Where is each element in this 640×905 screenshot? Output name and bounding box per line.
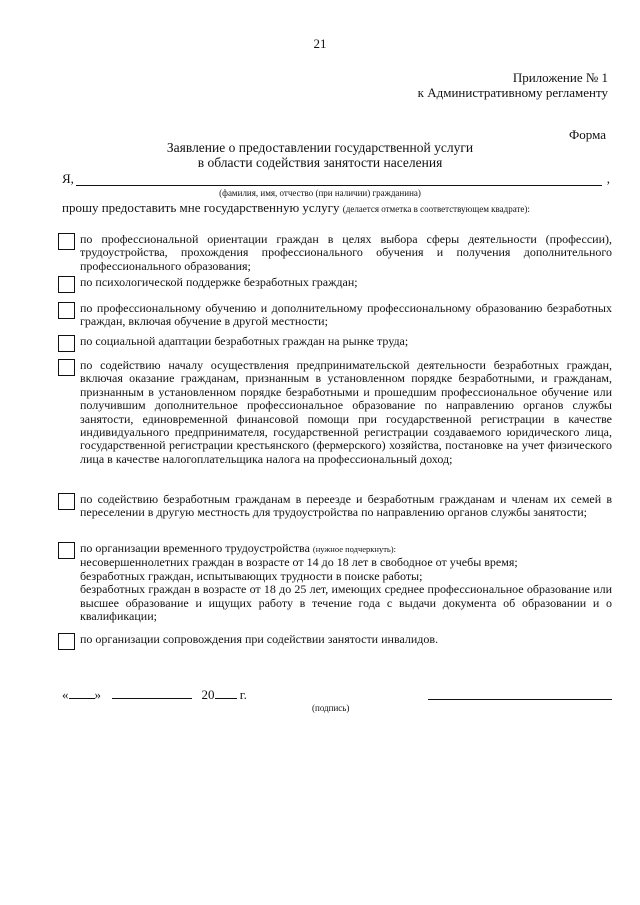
option-7-sub-3[interactable]: безработных граждан в возрасте от 18 до 25 лет, имеющих среднее профессиональное образование или высшее образование и ищущих работу в течение года с выдачи документа об образовании и о квалификации; — [80, 582, 612, 624]
date-open-quote: « — [62, 687, 69, 702]
option-item-4 — [58, 335, 612, 351]
option-text-5: по содействию началу осуществления предпринимательской деятельности безработных граждан, включая оказание гражданам, признанным в установленном порядке безработными, и гражданам, признанным в установленном порядке безработными и прошедшим профессиональное обучение или получившим дополнительное профессиональное образование по направлению органов службы занятости, единовременной финансовой помощи при государственной регистрации в качестве индивидуального предпринимателя, государственной регистрации создаваемого юридического лица, государственной регистрации крестьянского (фермерского) хозяйства, постановке на учет физического лица в качестве налогоплательщика налога на профессиональный доход; — [80, 358, 612, 466]
option-item-7 — [58, 542, 612, 630]
signature-field[interactable] — [428, 699, 612, 700]
option-text-4: по социальной адаптации безработных граждан на рынке труда; — [80, 334, 409, 348]
option-7-main — [80, 542, 612, 556]
applicant-name-row — [62, 171, 610, 187]
date-year-field[interactable] — [215, 686, 237, 699]
option-item-5 — [58, 359, 612, 491]
date-month-field[interactable] — [112, 686, 192, 699]
applicant-comma: , — [606, 171, 610, 186]
option-text-7 — [80, 542, 612, 623]
option-checkbox-1[interactable] — [58, 233, 75, 250]
appendix-line1: Приложение № 1 — [512, 70, 608, 85]
form-label: Форма — [569, 127, 606, 142]
date-line — [62, 686, 247, 703]
option-text-8: по организации сопровождения при содействии занятости инвалидов. — [80, 632, 439, 646]
title-line2: в области содействия занятости населения — [197, 155, 443, 170]
option-checkbox-3[interactable] — [58, 302, 75, 319]
date-year-prefix: 20 — [201, 687, 215, 702]
option-item-2 — [58, 276, 612, 292]
date-day-field[interactable] — [69, 686, 95, 699]
option-item-6 — [58, 493, 612, 537]
option-item-3 — [58, 302, 612, 332]
option-item-1 — [58, 233, 612, 275]
option-checkbox-6[interactable] — [58, 493, 75, 510]
option-checkbox-4[interactable] — [58, 335, 75, 352]
date-year-suffix: г. — [239, 687, 247, 702]
signature-label: (подпись) — [312, 703, 350, 713]
appendix-header — [418, 70, 608, 100]
option-7-note: (нужное подчеркнуть): — [312, 544, 396, 554]
option-checkbox-8[interactable] — [58, 633, 75, 650]
option-text-2: по психологической поддержке безработных граждан; — [80, 275, 358, 289]
title-line1: Заявление о предоставлении государственной услуги — [166, 140, 474, 155]
option-text-6: по содействию безработным гражданам в переезде и безработным гражданам и членам их семей в переселении в другую местность для трудоустройства по направлению органов службы занятости; — [80, 492, 612, 520]
option-checkbox-7[interactable] — [58, 542, 75, 559]
option-checkbox-5[interactable] — [58, 359, 75, 376]
request-main-text: прошу предоставить мне государственную услугу — [62, 200, 340, 215]
request-line — [62, 200, 530, 216]
option-7-label: по организации временного трудоустройства — [80, 541, 310, 555]
request-note: (делается отметка в соответствующем квадрате): — [342, 204, 530, 214]
option-text-1: по профессиональной ориентации граждан в целях выбора сферы деятельности (профессии), трудоустройства, прохождения профессионального обучения и получения дополнительного профессионального образования; — [80, 232, 612, 273]
appendix-line2: к Административному регламенту — [417, 85, 608, 100]
applicant-name-field[interactable] — [76, 185, 602, 186]
date-close-quote: » — [94, 687, 101, 702]
option-item-8 — [58, 633, 612, 649]
option-checkbox-2[interactable] — [58, 276, 75, 293]
option-7-sub-1[interactable]: несовершеннолетних граждан в возрасте от 14 до 18 лет в свободное от учебы время; — [80, 555, 518, 570]
applicant-name-hint: (фамилия, имя, отчество (при наличии) гражданина) — [219, 188, 421, 198]
document-title — [0, 140, 640, 170]
option-7-sub-2[interactable]: безработных граждан, испытывающих трудности в поиске работы; — [80, 568, 423, 583]
page-number: 21 — [313, 36, 327, 51]
applicant-ya-label: Я, — [62, 171, 74, 186]
option-text-3: по профессиональному обучению и дополнительному профессиональному образованию безработных граждан, включая обучение в другой местности; — [80, 301, 612, 329]
